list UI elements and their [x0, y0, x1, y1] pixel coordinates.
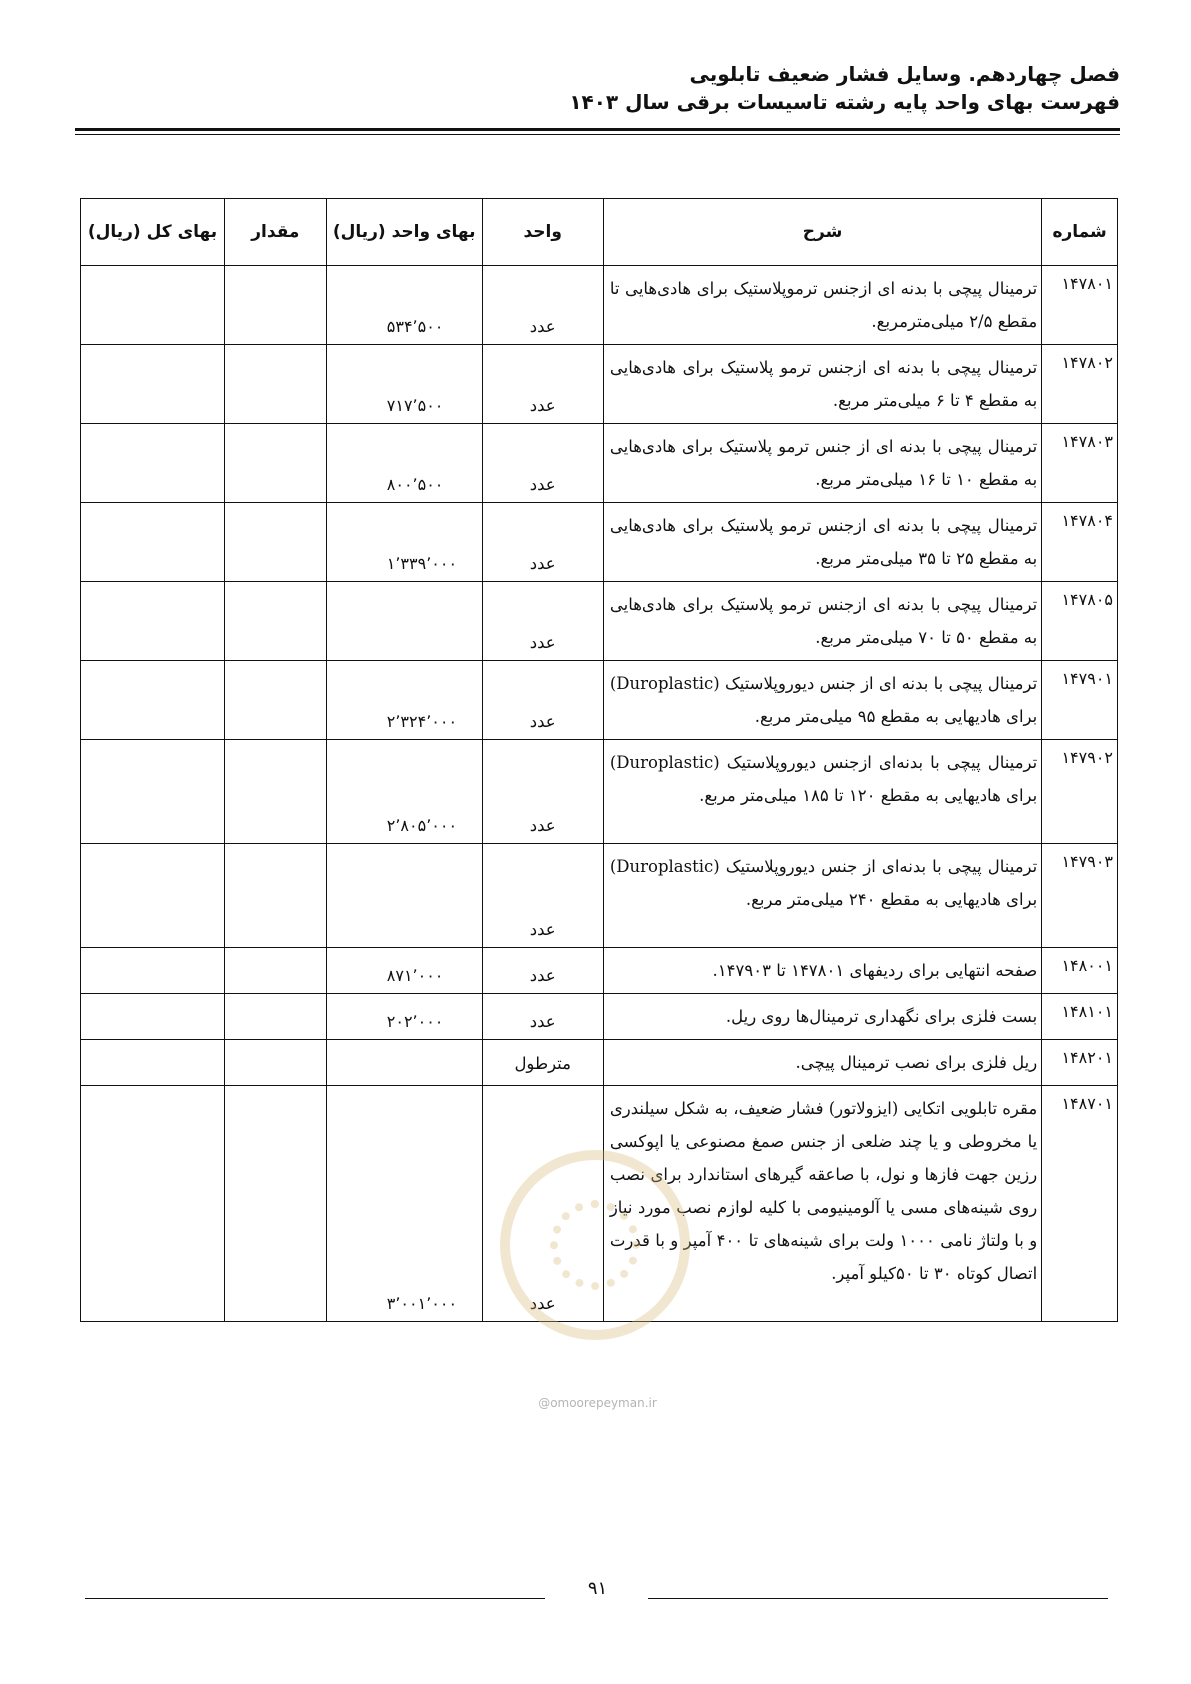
item-quantity	[225, 582, 327, 661]
item-number: ۱۴۷۸۰۲	[1042, 345, 1118, 424]
column-header-description: شرح	[603, 199, 1041, 266]
column-header-number: شماره	[1042, 199, 1118, 266]
item-description: ترمینال پیچی با بدنه ای ازجنس ترمو پلاستیک برای هادی‌هایی به مقطع ۵۰ تا ۷۰ میلی‌متر مربع.	[603, 582, 1041, 661]
item-unit: عدد	[482, 994, 603, 1040]
item-quantity	[225, 948, 327, 994]
item-unit-price: ۱٬۳۳۹٬۰۰۰	[326, 503, 482, 582]
item-total-price	[81, 844, 225, 948]
item-quantity	[225, 1086, 327, 1322]
footer-divider-left	[85, 1598, 545, 1599]
item-quantity	[225, 1040, 327, 1086]
item-unit: عدد	[482, 844, 603, 948]
table-row	[81, 740, 1118, 844]
table-row	[81, 948, 1118, 994]
table-row	[81, 266, 1118, 345]
item-unit-price	[326, 1040, 482, 1086]
item-quantity	[225, 661, 327, 740]
item-unit: عدد	[482, 424, 603, 503]
item-description: ترمینال پیچی با بدنه ای از جنس دیوروپلاستیک (Duroplastic) برای هادیهایی به مقطع ۹۵ میلی‌متر مربع.	[603, 661, 1041, 740]
item-unit: عدد	[482, 582, 603, 661]
item-total-price	[81, 1040, 225, 1086]
item-total-price	[81, 503, 225, 582]
item-unit: عدد	[482, 948, 603, 994]
item-description: بست فلزی برای نگهداری ترمینال‌ها روی ریل.	[603, 994, 1041, 1040]
item-unit-price: ۳٬۰۰۱٬۰۰۰	[326, 1086, 482, 1322]
item-unit: مترطول	[482, 1040, 603, 1086]
item-number: ۱۴۷۹۰۲	[1042, 740, 1118, 844]
item-quantity	[225, 740, 327, 844]
item-description: ترمینال پیچی با بدنه ای ازجنس ترمو پلاستیک برای هادی‌هایی به مقطع ۴ تا ۶ میلی‌متر مربع.	[603, 345, 1041, 424]
item-description: ترمینال پیچی با بدنه ای ازجنس ترموپلاستیک برای هادی‌هایی تا مقطع ۲/۵ میلی‌مترمربع.	[603, 266, 1041, 345]
page-number: ۹۱	[587, 1578, 608, 1599]
item-total-price	[81, 948, 225, 994]
item-unit: عدد	[482, 503, 603, 582]
column-header-unit-price: بهای واحد (ریال)	[326, 199, 482, 266]
table-row	[81, 661, 1118, 740]
item-unit-price	[326, 844, 482, 948]
header-divider-thick	[75, 128, 1120, 131]
item-unit: عدد	[482, 266, 603, 345]
item-unit: عدد	[482, 661, 603, 740]
item-unit: عدد	[482, 740, 603, 844]
item-description: ترمینال پیچی با بدنه ای ازجنس ترمو پلاستیک برای هادی‌هایی به مقطع ۲۵ تا ۳۵ میلی‌متر مربع.	[603, 503, 1041, 582]
item-total-price	[81, 740, 225, 844]
table-header-row	[81, 199, 1118, 266]
chapter-title: فصل چهاردهم. وسایل فشار ضعیف تابلویی	[689, 62, 1120, 86]
table-row	[81, 424, 1118, 503]
item-number: ۱۴۷۹۰۱	[1042, 661, 1118, 740]
item-unit: عدد	[482, 345, 603, 424]
item-number: ۱۴۸۲۰۱	[1042, 1040, 1118, 1086]
item-total-price	[81, 661, 225, 740]
item-total-price	[81, 994, 225, 1040]
column-header-total-price: بهای کل (ریال)	[81, 199, 225, 266]
item-description: مقره تابلویی اتکایی (ایزولاتور) فشار ضعیف، به شکل سیلندری یا مخروطی و یا چند ضلعی از جنس صمغ مصنوعی یا اپوکسی رزین جهت فازها و نول، با صاعقه گیرهای استاندارد برای نصب روی شینه‌های مسی یا آلومینیومی با کلیه لوازم نصب مورد نیاز و با ولتاژ نامی ۱۰۰۰ ولت برای شینه‌های تا ۴۰۰ آمپر و با قدرت اتصال کوتاه ۳۰ تا ۵۰کیلو آمپر.	[603, 1086, 1041, 1322]
item-quantity	[225, 844, 327, 948]
item-total-price	[81, 582, 225, 661]
page-header	[75, 60, 1120, 116]
table-row	[81, 1040, 1118, 1086]
item-number: ۱۴۸۱۰۱	[1042, 994, 1118, 1040]
column-header-quantity: مقدار	[225, 199, 327, 266]
item-quantity	[225, 503, 327, 582]
item-description: ریل فلزی برای نصب ترمینال پیچی.	[603, 1040, 1041, 1086]
item-description: صفحه انتهایی برای ردیفهای ۱۴۷۸۰۱ تا ۱۴۷۹۰۳.	[603, 948, 1041, 994]
item-total-price	[81, 266, 225, 345]
item-quantity	[225, 424, 327, 503]
item-number: ۱۴۷۸۰۳	[1042, 424, 1118, 503]
column-header-unit: واحد	[482, 199, 603, 266]
item-unit-price	[326, 582, 482, 661]
item-unit-price: ۲٬۳۲۴٬۰۰۰	[326, 661, 482, 740]
table-row	[81, 844, 1118, 948]
item-unit: عدد	[482, 1086, 603, 1322]
item-quantity	[225, 266, 327, 345]
item-description: ترمینال پیچی با بدنه‌ای از جنس دیوروپلاستیک (Duroplastic) برای هادیهایی به مقطع ۲۴۰ میلی‌متر مربع.	[603, 844, 1041, 948]
item-total-price	[81, 424, 225, 503]
item-number: ۱۴۷۹۰۳	[1042, 844, 1118, 948]
header-divider-thin	[75, 134, 1120, 135]
book-title: فهرست بهای واحد پایه رشته تاسیسات برقی سال ۱۴۰۳	[569, 90, 1120, 114]
item-number: ۱۴۷۸۰۴	[1042, 503, 1118, 582]
table-row	[81, 582, 1118, 661]
footer-divider-right	[648, 1598, 1108, 1599]
item-number: ۱۴۸۷۰۱	[1042, 1086, 1118, 1322]
item-unit-price: ۵۳۴٬۵۰۰	[326, 266, 482, 345]
table-row	[81, 503, 1118, 582]
table-row	[81, 345, 1118, 424]
watermark-url: @omoorepeyman.ir	[538, 1396, 657, 1410]
item-total-price	[81, 345, 225, 424]
item-number: ۱۴۷۸۰۵	[1042, 582, 1118, 661]
item-unit-price: ۲۰۲٬۰۰۰	[326, 994, 482, 1040]
item-quantity	[225, 994, 327, 1040]
item-total-price	[81, 1086, 225, 1322]
watermark-seal	[500, 1150, 690, 1340]
item-unit-price: ۷۱۷٬۵۰۰	[326, 345, 482, 424]
item-number: ۱۴۷۸۰۱	[1042, 266, 1118, 345]
item-number: ۱۴۸۰۰۱	[1042, 948, 1118, 994]
item-unit-price: ۲٬۸۰۵٬۰۰۰	[326, 740, 482, 844]
item-description: ترمینال پیچی با بدنه‌ای ازجنس دیوروپلاستیک (Duroplastic) برای هادیهایی به مقطع ۱۲۰ تا ۱۸۵ میلی‌متر مربع.	[603, 740, 1041, 844]
item-unit-price: ۸۰۰٬۵۰۰	[326, 424, 482, 503]
item-unit-price: ۸۷۱٬۰۰۰	[326, 948, 482, 994]
item-quantity	[225, 345, 327, 424]
item-description: ترمینال پیچی با بدنه ای از جنس ترمو پلاستیک برای هادی‌هایی به مقطع ۱۰ تا ۱۶ میلی‌متر مربع.	[603, 424, 1041, 503]
table-row	[81, 994, 1118, 1040]
